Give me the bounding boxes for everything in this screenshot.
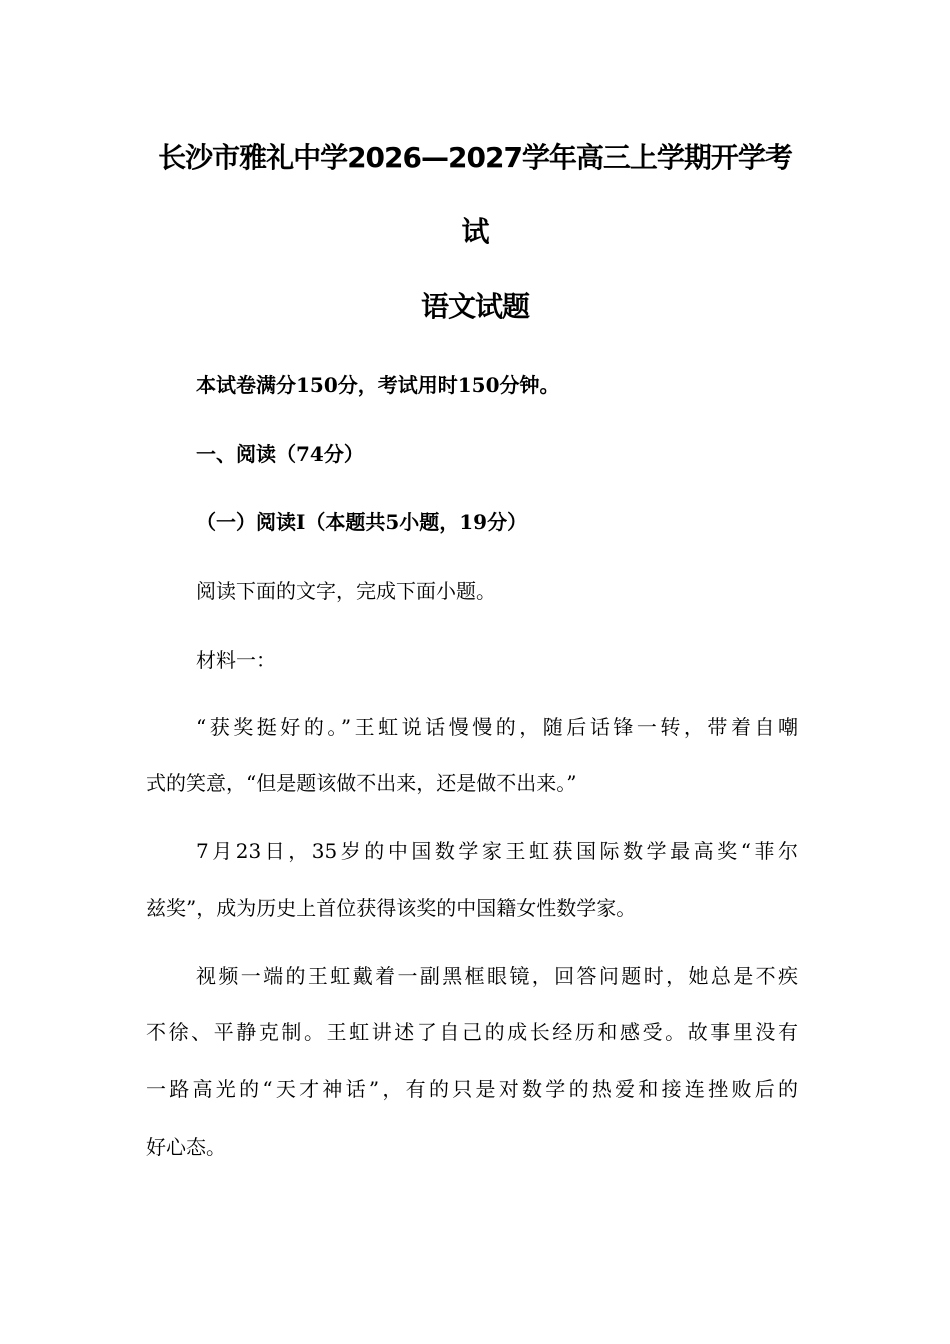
title-line-2: 试 (461, 215, 489, 248)
paragraph-3-line-2: 不徐、平静克制。王虹讲述了自己的成长经历和感受。故事里没有 (146, 1020, 798, 1044)
paragraph-3-line-1: 视频一端的王虹戴着一副黑框眼镜，回答问题时，她总是不疾 (196, 964, 798, 988)
paragraph-1-line-1: “获奖挺好的。”王虹说话慢慢的，随后话锋一转，带着自嘲 (196, 715, 798, 739)
paragraph-3-line-4: 好心态。 (146, 1135, 226, 1159)
title-line-1: 长沙市雅礼中学2026—2027学年高三上学期开学考 (158, 141, 792, 174)
section-heading: 一、阅读（74分） (196, 442, 364, 466)
paragraph-2-line-1: 7月23日，35岁的中国数学家王虹获国际数学最高奖“菲尔 (196, 839, 798, 863)
exam-info: 本试卷满分150分，考试用时150分钟。 (196, 373, 560, 397)
instruction-text: 阅读下面的文字，完成下面小题。 (196, 579, 496, 603)
subsection-heading: （一）阅读Ⅰ（本题共5小题，19分） (196, 510, 528, 534)
paragraph-2-line-2: 兹奖”，成为历史上首位获得该奖的中国籍女性数学家。 (146, 896, 637, 920)
material-label: 材料一： (196, 648, 276, 672)
subject-title: 语文试题 (420, 290, 529, 323)
paragraph-1-line-2: 式的笑意，“但是题该做不出来，还是做不出来。” (146, 771, 577, 795)
paragraph-3-line-3: 一路高光的“天才神话”，有的只是对数学的热爱和接连挫败后的 (146, 1077, 798, 1101)
